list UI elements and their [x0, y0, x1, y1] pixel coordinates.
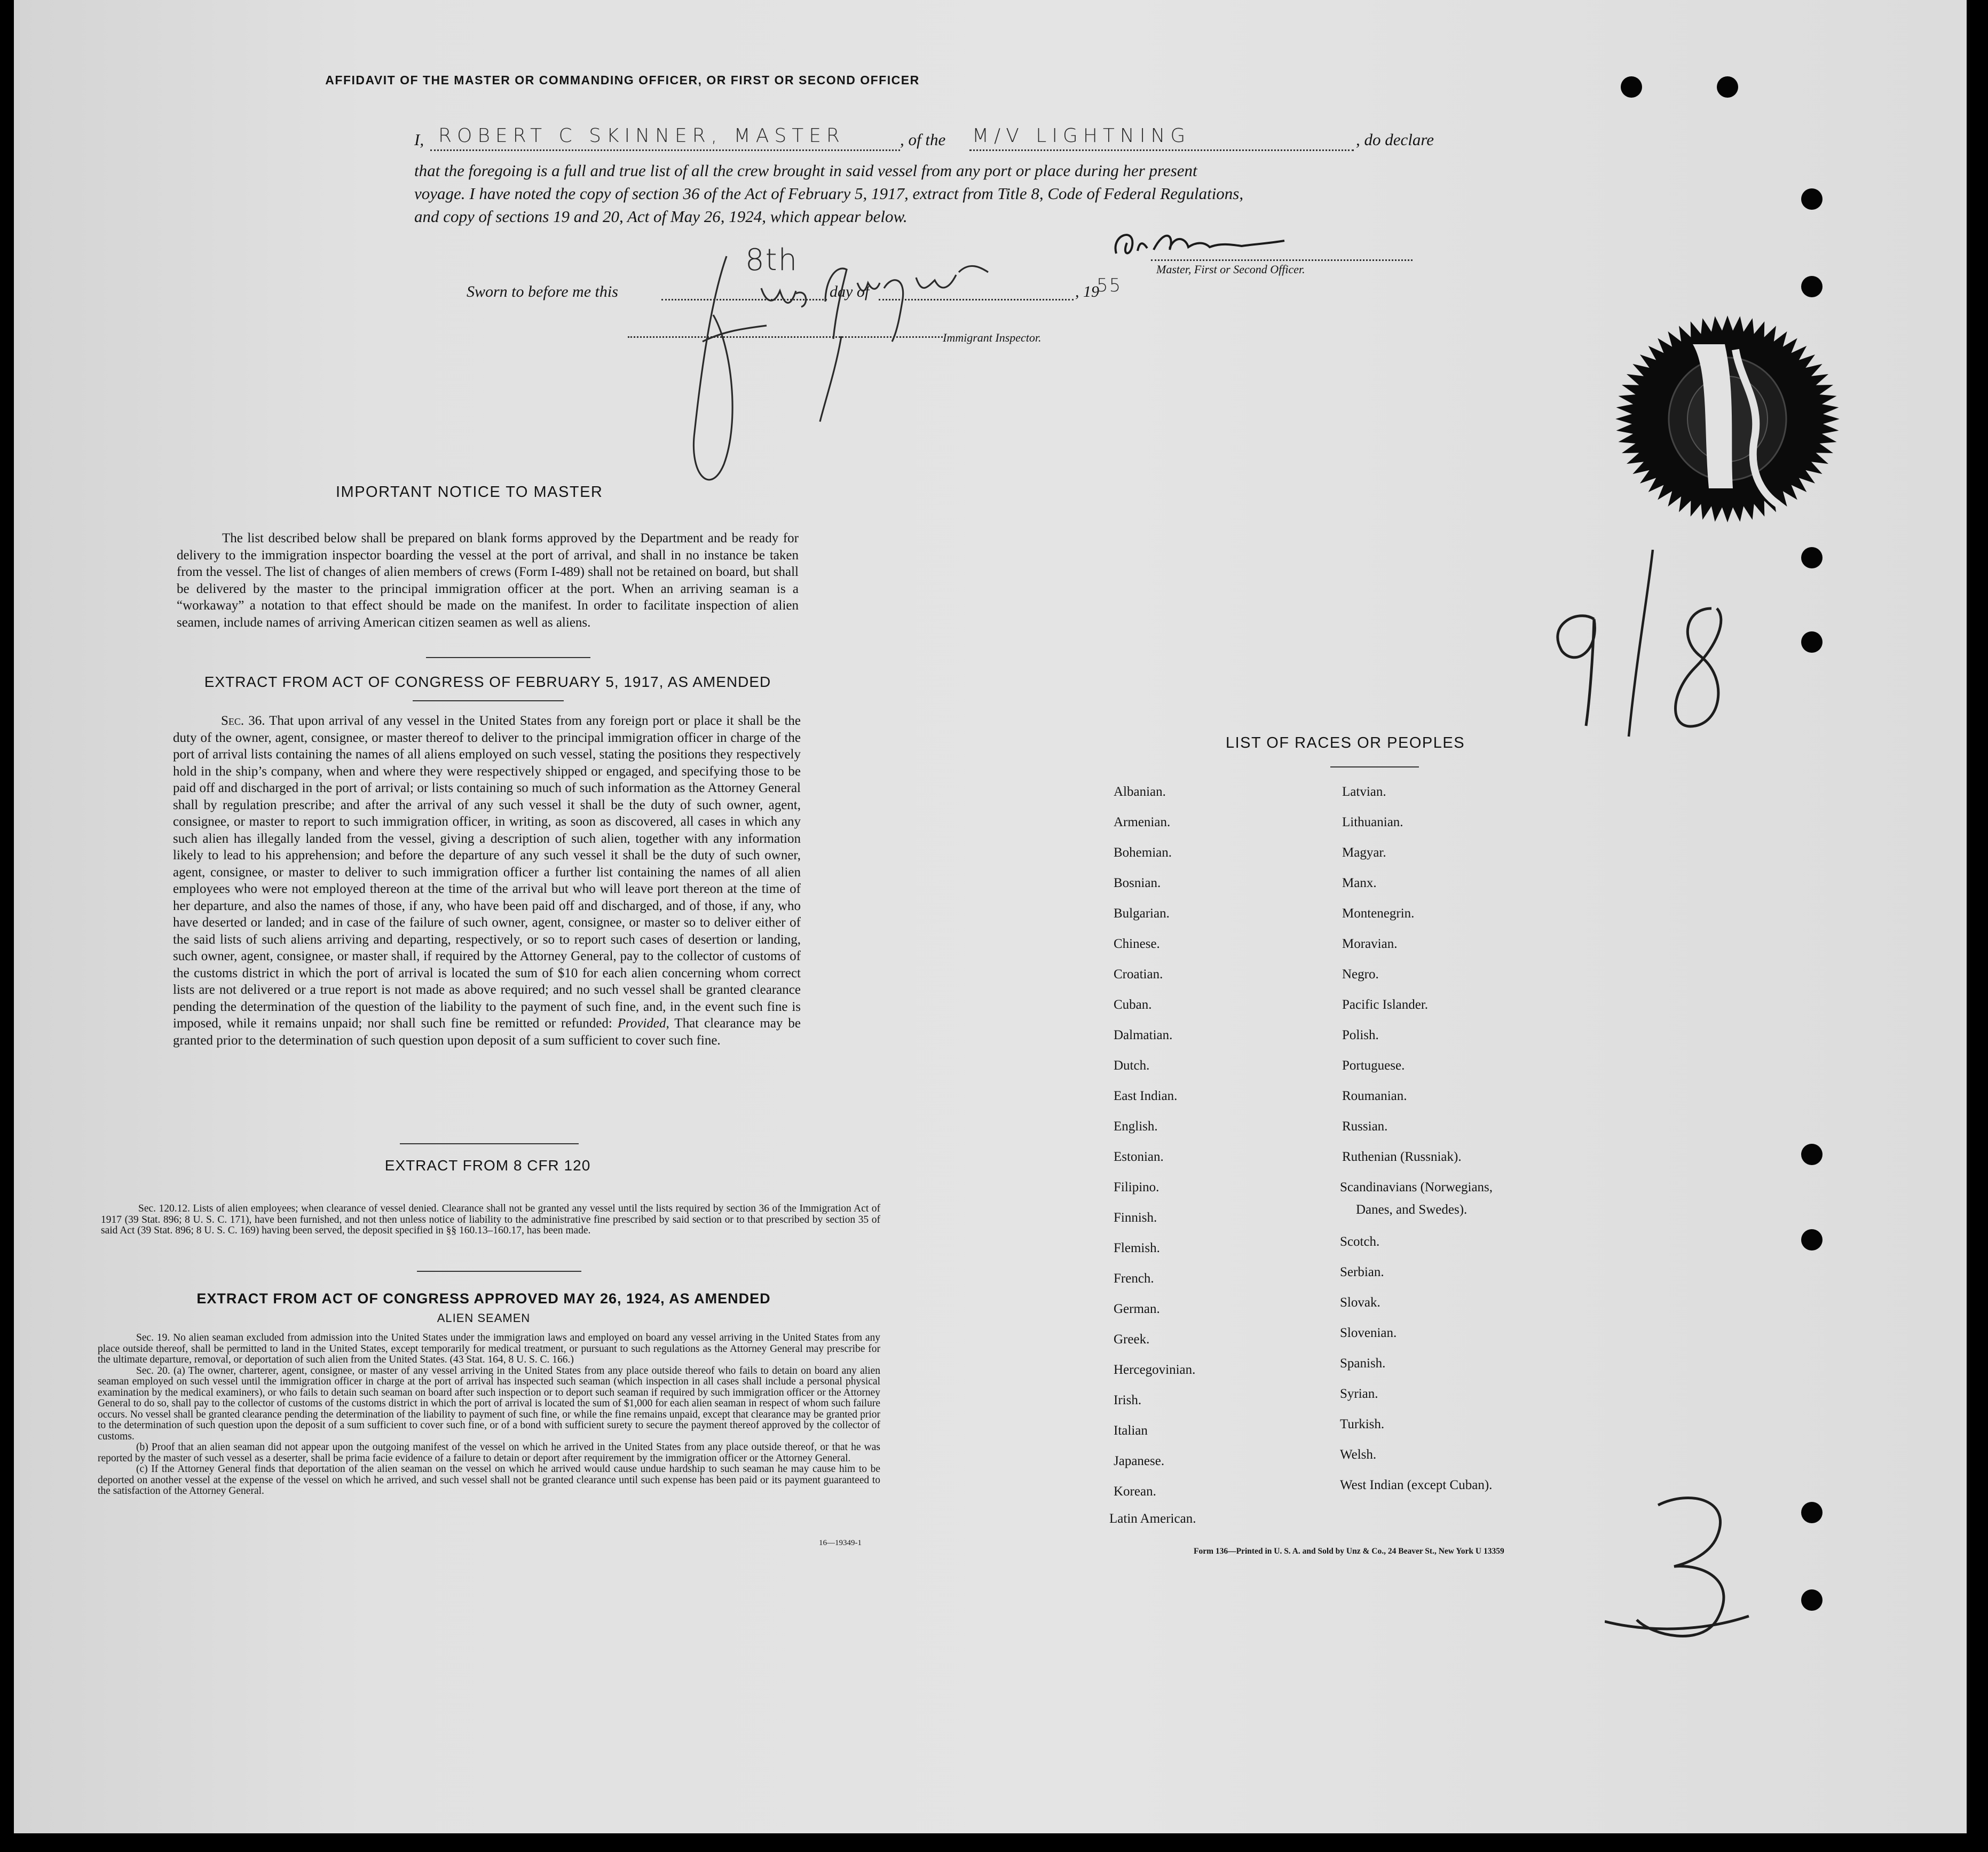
declaration-line-3: voyage. I have noted the copy of section 36 of the Act of February 5, 1917, extract from Title 8, Code of Federal Regulations, [414, 184, 1244, 203]
extract-1917-title: EXTRACT FROM ACT OF CONGRESS OF FEBRUARY 5, 1917, AS AMENDED [204, 674, 771, 690]
race-item: English. [1114, 1119, 1158, 1134]
divider [417, 1271, 581, 1272]
sec-36-end: That clearance may be granted prior to the determination of such question upon deposit of a sum sufficient to cover such fine. [173, 1016, 801, 1048]
declaration-line-2: that the foregoing is a full and true list of all the crew brought in said vessel from any port or place during her present [414, 161, 1197, 180]
race-item: Magyar. [1342, 845, 1386, 860]
race-item: Turkish. [1340, 1417, 1385, 1431]
i-label: I, [414, 130, 424, 149]
race-item: Latvian. [1342, 785, 1386, 799]
cfr-title: EXTRACT FROM 8 CFR 120 [384, 1157, 591, 1174]
race-item: Estonian. [1114, 1150, 1164, 1164]
year-suffix-handwritten: 55 [1096, 275, 1122, 296]
race-item: Dalmatian. [1114, 1028, 1173, 1042]
race-item: Dutch. [1114, 1058, 1150, 1073]
race-item: Moravian. [1342, 937, 1398, 951]
sec-36-body: That upon arrival of any vessel in the United States from any foreign port or place it shall be the duty of the owner, agent, consignee, or master thereof to deliver to the principal immigration officer in charge of the port of arrival lists containing the names of all aliens employed on such vessel, stating the positions they respectively hold in the ship’s company, when and where they were respectively shipped or engaged, and specifying those to be paid off and discharged in the port of arrival; or lists containing so much of such information as the Attorney General shall by regulation prescribe; and after the arrival of any such vessel it shall be the duty of such owner, agent, consignee, or master to report to such immigration officer, in writing, as soon as discovered, all cases in which any such alien has illegally landed from the vessel, giving a description of such alien, together with any information likely to lead to his apprehension; and before the departure of any such vessel it shall be the duty of such owner, agent, consignee, or master to deliver to such immigration officer a further list containing the names of all alien employees who were not employed thereon at the time of the arrival but who will leave port thereon at the time of her departure, and also the names of those, if any, who have been paid off and discharged, and of those, if any, who have deserted or landed; and in case of the failure of such owner, agent, consignee, or master so to deliver either of the said lists of such aliens arriving and departing, respectively, or so to report such cases of desertion or landing, such owner, agent, consignee, or master shall, if required by the Attorney General, pay to the collector of customs of the customs district in which the port of arrival is located the sum of $10 for each alien concerning whom correct lists are not delivered or a true report is not made as above required; and no such vessel shall be granted clearance pending the determination of the question of the liability to the payment of such fine, and, in the event such fine is imposed, while it remains unpaid; nor shall such fine be remitted or refunded: [173, 714, 801, 1031]
race-item: Welsh. [1340, 1447, 1377, 1462]
punch-hole [1717, 76, 1738, 98]
race-item: Manx. [1342, 876, 1377, 890]
race-item: Italian [1114, 1423, 1148, 1438]
sworn-label: Sworn to before me this [467, 283, 618, 300]
race-item: Croatian. [1114, 967, 1163, 982]
handwritten-fraction [1535, 550, 1776, 763]
year-prefix: , 19 [1075, 283, 1099, 300]
race-item: Cuban. [1114, 998, 1152, 1012]
document-page [14, 0, 1967, 1833]
race-item: Filipino. [1114, 1180, 1159, 1194]
punch-hole [1801, 1589, 1823, 1611]
race-item: Pacific Islander. [1342, 998, 1429, 1012]
race-item: Syrian. [1340, 1387, 1378, 1401]
race-item: West Indian (except Cuban). [1340, 1478, 1493, 1492]
race-item: Bosnian. [1114, 876, 1161, 890]
notice-text: The list described below shall be prepared on blank forms approved by the Department and be ready for delivery to the immigration inspector boarding the vessel at the port of arrival, and shall in no instance be taken from the vessel. The list of changes of alien members of crews (Form I-489) shall not be retained on board, but shall be delivered by the master to the principal immigration officer at the port. When an arriving seaman is a “workaway” a notation to that effect should be made on the manifest. In order to facilitate inspection of alien seamen, include names of arriving American citizen seamen as well as aliens. [177, 531, 799, 630]
vessel-name-handwritten: M/V LIGHTNING [972, 125, 1191, 147]
race-item: Japanese. [1114, 1454, 1165, 1468]
race-item: Slovak. [1340, 1295, 1380, 1310]
master-name-handwritten: ROBERT C SKINNER, MASTER [438, 125, 845, 147]
affidavit-title: AFFIDAVIT OF THE MASTER OR COMMANDING OFFICER, OR FIRST OR SECOND OFFICER [325, 73, 920, 87]
sec-20b-text: (b) Proof that an alien seaman did not appear upon the outgoing manifest of the vessel on which he arrived in the United States from any place outside thereof, or that he was reported by the master of such vessel as a deserter, shall be prima facie evidence of a failure to detain or deport after requirement by the immigration officer or the Attorney General. [98, 1442, 880, 1464]
divider [426, 657, 590, 658]
inspector-signature [681, 251, 1066, 502]
day-of-label: day of [830, 283, 870, 300]
race-item: Danes, and Swedes). [1356, 1202, 1468, 1217]
race-item: German. [1114, 1302, 1160, 1316]
race-item: Portuguese. [1342, 1058, 1405, 1073]
race-item: Albanian. [1114, 785, 1166, 799]
master-caption: Master, First or Second Officer. [1156, 263, 1305, 276]
race-item: Latin American. [1109, 1511, 1196, 1526]
divider [413, 700, 564, 701]
punch-hole [1801, 1502, 1823, 1523]
cfr-text: Sec. 120.12. Lists of alien employees; when clearance of vessel denied. Clearance shall not be granted any vessel until the lists required by section 36 of the Immigration Act of 1917 (39 Stat. 896; 8 U. S. C. 171), have been furnished, and not then unless notice of liability to the administrative fine prescribed by said section or to that prescribed by section 35 of said Act (39 Stat. 896; 8 U. S. C. 169) having been served, the deposit specified in §§ 160.13–160.17, has been made. [101, 1203, 880, 1236]
race-item: Finnish. [1114, 1210, 1157, 1225]
race-item: Flemish. [1114, 1241, 1160, 1255]
race-item: Slovenian. [1340, 1326, 1397, 1340]
race-item: Hercegovinian. [1114, 1363, 1196, 1377]
race-item: Scotch. [1340, 1234, 1380, 1249]
race-item: Spanish. [1340, 1356, 1386, 1371]
extract-1924-title: EXTRACT FROM ACT OF CONGRESS APPROVED MAY 26, 1924, AS AMENDED [196, 1291, 771, 1307]
races-right-column [1342, 0, 1620, 1833]
notice-title: IMPORTANT NOTICE TO MASTER [336, 484, 603, 501]
race-item: East Indian. [1114, 1089, 1178, 1103]
declare-label: , do declare [1356, 130, 1434, 149]
form-imprint: Form 136—Printed in U. S. A. and Sold by Unz & Co., 24 Beaver St., New York U 13359 [1194, 1547, 1504, 1556]
punch-hole [1801, 276, 1823, 297]
race-item: Roumanian. [1342, 1089, 1407, 1103]
punch-hole [1801, 1144, 1823, 1165]
race-item: Bohemian. [1114, 845, 1172, 860]
race-item: Polish. [1342, 1028, 1379, 1042]
proviso-label: Provided, [617, 1016, 669, 1031]
punch-hole [1801, 1229, 1823, 1251]
form-code: 16—19349-1 [819, 1539, 862, 1547]
sec-36-label: Sec. 36. [221, 714, 265, 728]
race-item: Scandinavians (Norwegians, [1340, 1180, 1493, 1194]
race-item: Negro. [1342, 967, 1379, 982]
race-item: Armenian. [1114, 815, 1171, 829]
punch-hole [1801, 631, 1823, 653]
race-item: Serbian. [1340, 1265, 1384, 1279]
race-item: Bulgarian. [1114, 906, 1170, 921]
punch-hole [1801, 188, 1823, 210]
race-item: Montenegrin. [1342, 906, 1415, 921]
race-item: Korean. [1114, 1484, 1156, 1499]
sec-19-text: Sec. 19. No alien seaman excluded from admission into the United States under the immigration laws and employed on board any vessel arriving in the United States from any place outside thereof, shall be permitted to land in the United States, except temporarily for medical treatment, or pursuant to such regulations as the Attorney General may prescribe for the ultimate departure, removal, or deportation of such alien from the United States. (43 Stat. 164, 8 U. S. C. 166.) [98, 1332, 880, 1365]
punch-hole [1801, 547, 1823, 568]
race-item: Greek. [1114, 1332, 1150, 1347]
notary-seal [1602, 312, 1853, 542]
punch-hole [1621, 76, 1642, 98]
handwritten-page-number [1605, 1484, 1781, 1639]
sec-20a-text: Sec. 20. (a) The owner, charterer, agent, consignee, or master of any vessel arriving in the United States from any place outside thereof who fails to detain on board any alien seaman employed on such vessel until the immigration officer in charge at the port of arrival has inspected such seaman (which inspection in all cases shall include a personal physical examination by the medical examiners), or who fails to detain such seaman on board after such inspection or to deport such seaman if required by such immigration officer or the Attorney General to do so, shall pay to the collector of customs of the customs district in which the port of arrival is located the sum of $1,000 for each alien seaman in respect of whom such failure occurs. No vessel shall be granted clearance pending the determination of the liability to payment of such fine, or while the fine remains unpaid, except that clearance may be granted prior to the determination of such question upon the deposit of a sum sufficient to cover such fine, or of a bond with sufficient surety to secure the payment thereof approved by the collector of customs. [98, 1365, 880, 1442]
race-item: Chinese. [1114, 937, 1160, 951]
divider [400, 1143, 579, 1144]
sec-20c-text: (c) If the Attorney General finds that deportation of the alien seaman on the vessel on which he arrived would cause undue hardship to such seaman he may cause him to be deported on another vessel at the expense of the vessel on which he arrived, and such vessel shall not be granted clearance until such expense has been paid or its payment guaranteed to the satisfaction of the Attorney General. [98, 1463, 880, 1497]
extract-1924-subtitle: ALIEN SEAMEN [437, 1311, 531, 1325]
races-title: LIST OF RACES OR PEOPLES [1226, 734, 1465, 751]
inspector-caption: Immigrant Inspector. [943, 331, 1042, 344]
race-item: Irish. [1114, 1393, 1142, 1407]
race-item: Lithuanian. [1342, 815, 1403, 829]
race-item: Russian. [1342, 1119, 1388, 1134]
extract-1924-body [98, 1333, 880, 1497]
race-item: Ruthenian (Russniak). [1342, 1150, 1462, 1164]
of-the-label: , of the [900, 130, 946, 149]
extract-1917-text [173, 713, 801, 1049]
master-name-line [430, 149, 900, 151]
declaration-line-4: and copy of sections 19 and 20, Act of May 26, 1924, which appear below. [414, 207, 908, 226]
race-item: French. [1114, 1271, 1154, 1286]
sworn-day-handwritten: 8th [745, 243, 799, 278]
